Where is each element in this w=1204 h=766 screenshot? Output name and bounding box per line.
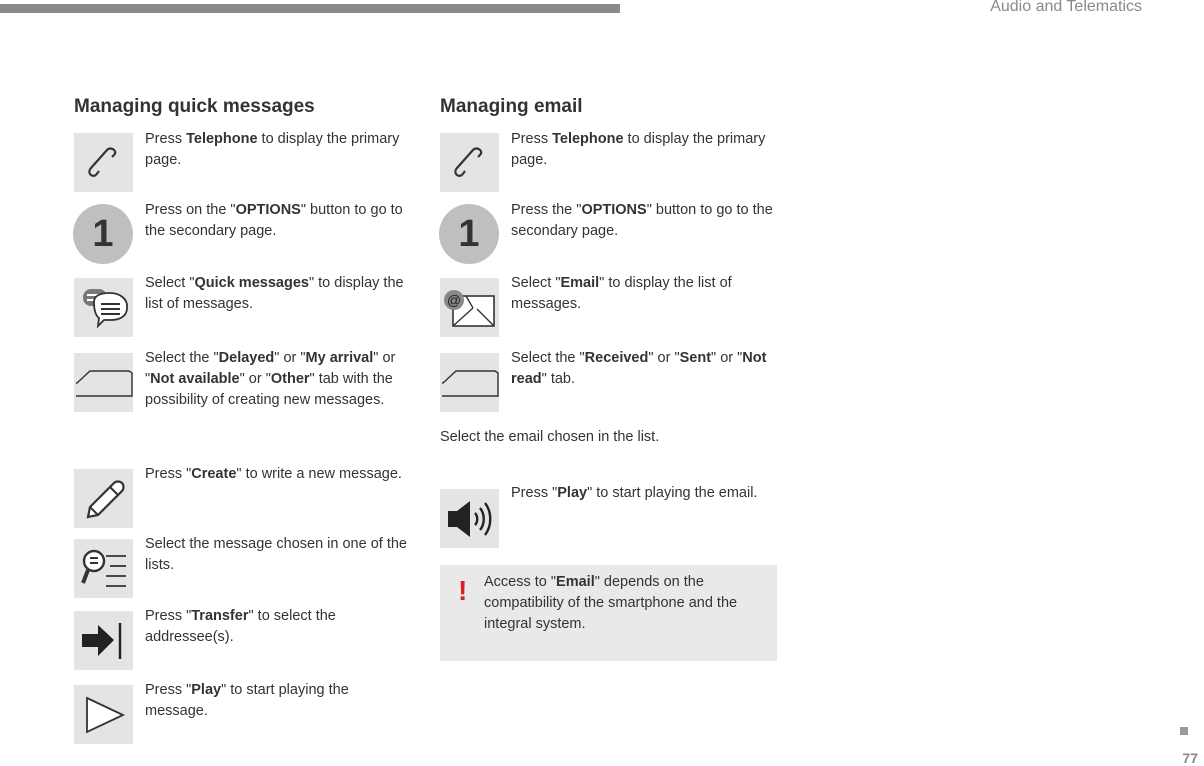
- bold-term: Transfer: [191, 608, 249, 624]
- step-text: Press "Play" to start playing the email.: [511, 485, 758, 501]
- bold-term: OPTIONS: [581, 202, 647, 218]
- tab-icon: [440, 353, 499, 412]
- svg-text:@: @: [446, 292, 462, 308]
- speaker-icon: [440, 489, 499, 548]
- bold-term: Create: [191, 466, 237, 482]
- step-text: Select the "Received" or "Sent" or "Not read" tab.: [511, 350, 767, 387]
- step-text: Press Telephone to display the primary page.: [511, 131, 766, 168]
- telephone-icon: [74, 133, 133, 192]
- bold-term: Telephone: [186, 131, 258, 147]
- bold-term: Sent: [679, 350, 712, 366]
- warning-icon: !: [458, 575, 468, 606]
- quick-messages-icon: [74, 278, 133, 337]
- search-list-icon: [74, 539, 133, 598]
- bold-term: Play: [557, 485, 588, 501]
- bold-term: Not read: [511, 350, 767, 387]
- bold-term: OPTIONS: [235, 202, 301, 218]
- step-text: Press "Create" to write a new message.: [145, 466, 402, 482]
- step-text: Press Telephone to display the primary page.: [145, 131, 400, 168]
- running-header: Audio and Telematics: [990, 0, 1142, 15]
- step-number-badge: 1: [73, 204, 133, 264]
- email-icon: [440, 278, 499, 337]
- tab-icon: [74, 353, 133, 412]
- step-text: Press "Play" to start playing the message.: [145, 682, 349, 719]
- step-text: Select the "Delayed" or "My arrival" or "Not available" or "Other" tab with the possibility of creating new messages.: [145, 350, 396, 408]
- footer-marker: [1180, 727, 1188, 735]
- transfer-icon: [74, 611, 133, 670]
- bold-term: Received: [584, 350, 649, 366]
- bold-term: Telephone: [552, 131, 624, 147]
- step-number-badge: 1: [439, 204, 499, 264]
- step-text: Select "Email" to display the list of messages.: [511, 275, 732, 312]
- bold-term: My arrival: [305, 350, 374, 366]
- bold-term: Play: [191, 682, 222, 698]
- bold-term: Not available: [150, 371, 240, 387]
- page-number: 77: [1182, 750, 1198, 766]
- step-text: Select the email chosen in the list.: [440, 429, 660, 445]
- note-text: Access to "Email" depends on the compatibility of the smartphone and the integral system.: [484, 574, 738, 632]
- bold-term: Quick messages: [194, 275, 309, 291]
- pencil-icon: [74, 469, 133, 528]
- bold-term: Other: [270, 371, 310, 387]
- step-text: Press on the "OPTIONS" button to go to the secondary page.: [145, 202, 403, 239]
- bold-term: Email: [560, 275, 600, 291]
- step-text: Select "Quick messages" to display the list of messages.: [145, 275, 404, 312]
- section-title-quick-messages: Managing quick messages: [74, 96, 315, 117]
- step-text: Press "Transfer" to select the addressee(s).: [145, 608, 336, 645]
- step-text: Press the "OPTIONS" button to go to the secondary page.: [511, 202, 773, 239]
- step-text: Select the message chosen in one of the lists.: [145, 536, 407, 573]
- bold-term: Email: [556, 574, 595, 590]
- section-title-email: Managing email: [440, 96, 583, 117]
- bold-term: Delayed: [218, 350, 275, 366]
- top-rule: [0, 4, 620, 13]
- play-icon: [74, 685, 133, 744]
- telephone-icon: [440, 133, 499, 192]
